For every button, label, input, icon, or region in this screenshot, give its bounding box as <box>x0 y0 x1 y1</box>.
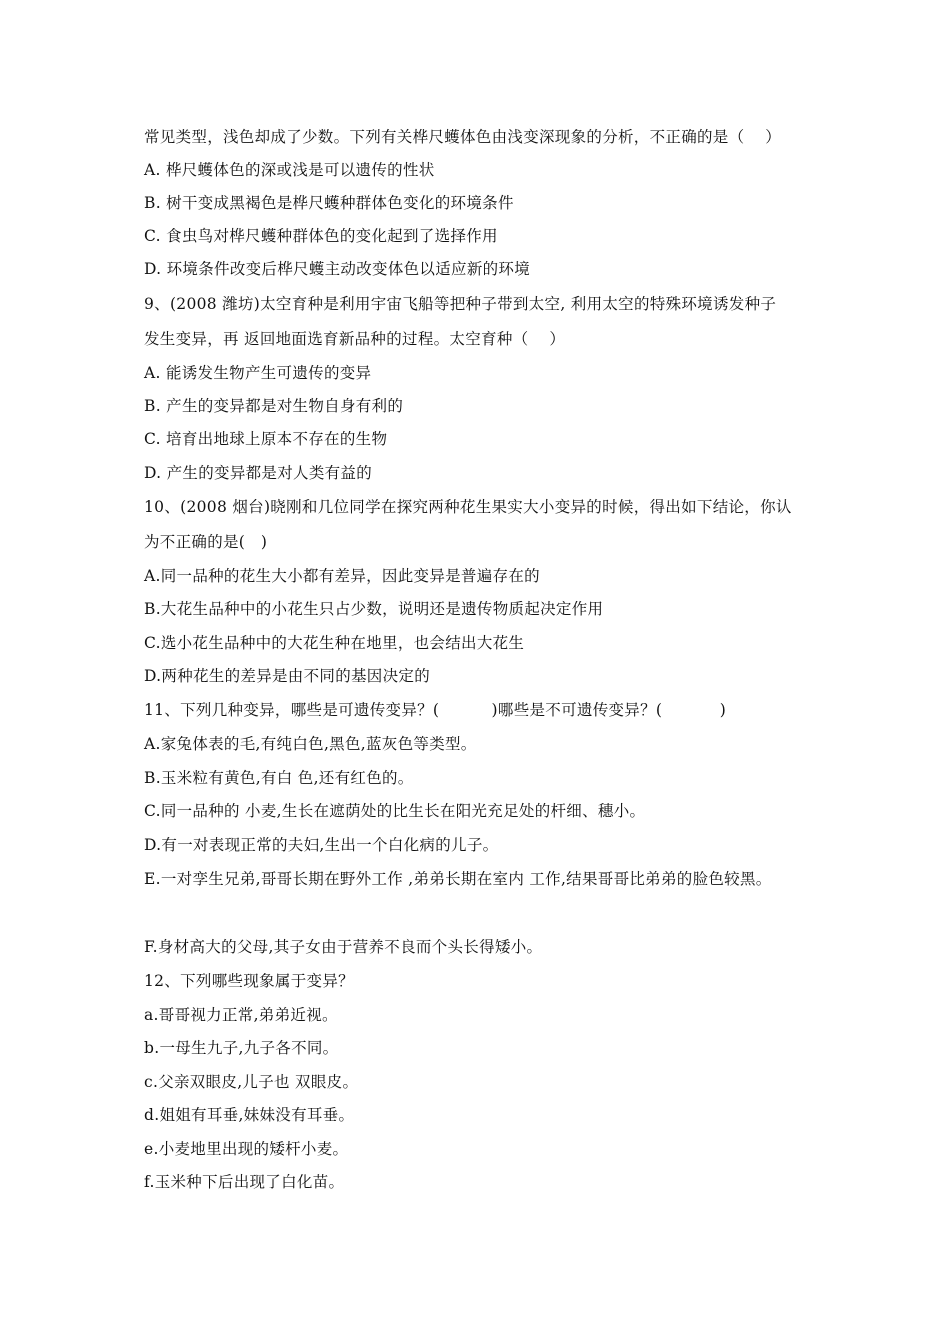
option-a: A. 桦尺蠖体色的深或浅是可以遗传的性状 <box>144 161 435 179</box>
text-line: 发生变异，再 返回地面选育新品种的过程。太空育种（ ） <box>144 330 566 348</box>
option-b: B. 产生的变异都是对生物自身有利的 <box>144 397 404 415</box>
option-a: A.家兔体表的毛,有纯白色,黑色,蓝灰色等类型。 <box>144 735 477 753</box>
option-b: B.大花生品种中的小花生只占少数，说明还是遗传物质起决定作用 <box>144 600 604 618</box>
option-e: E.一对孪生兄弟,哥哥长期在野外工作 ,弟弟长期在室内 工作,结果哥哥比弟弟的脸色较黑。 <box>144 870 772 888</box>
question-10: 10、(2008 烟台)晓刚和几位同学在探究两种花生果实大小变异的时候，得出如下结论，你认 <box>144 498 792 516</box>
item-b: b.一母生九子,九子各不同。 <box>144 1039 339 1057</box>
text-line: 常见类型，浅色却成了少数。下列有关桦尺蠖体色由浅变深现象的分析，不正确的是（ ） <box>144 128 782 146</box>
item-d: d.姐姐有耳垂,妹妹没有耳垂。 <box>144 1106 355 1124</box>
option-d: D.有一对表现正常的夫妇,生出一个白化病的儿子。 <box>144 836 499 854</box>
option-a: A.同一品种的花生大小都有差异，因此变异是普遍存在的 <box>144 567 540 585</box>
question-12: 12、下列哪些现象属于变异？ <box>144 972 354 990</box>
option-c: C.同一品种的 小麦,生长在遮荫处的比生长在阳光充足处的杆细、穗小。 <box>144 802 646 820</box>
option-d: D. 产生的变异都是对人类有益的 <box>144 464 373 482</box>
item-a: a.哥哥视力正常,弟弟近视。 <box>144 1006 338 1024</box>
item-f: f.玉米种下后出现了白化苗。 <box>144 1173 345 1191</box>
text-line: 为不正确的是( ) <box>144 533 268 551</box>
option-c: C. 食虫鸟对桦尺蠖种群体色的变化起到了选择作用 <box>144 227 498 245</box>
option-a: A. 能诱发生物产生可遗传的变异 <box>144 364 372 382</box>
question-9: 9、(2008 潍坊)太空育种是利用宇宙飞船等把种子带到太空, 利用太空的特殊环境诱发种子 <box>144 295 777 313</box>
option-f: F.身材高大的父母,其子女由于营养不良而个头长得矮小。 <box>144 938 543 956</box>
option-b: B.玉米粒有黄色,有白 色,还有红色的。 <box>144 769 414 787</box>
item-e: e.小麦地里出现的矮杆小麦。 <box>144 1140 349 1158</box>
item-c: c.父亲双眼皮,儿子也 双眼皮。 <box>144 1073 359 1091</box>
option-b: B. 树干变成黑褐色是桦尺蠖种群体色变化的环境条件 <box>144 194 514 212</box>
option-d: D. 环境条件改变后桦尺蠖主动改变体色以适应新的环境 <box>144 260 531 278</box>
option-d: D.两种花生的差异是由不同的基因决定的 <box>144 667 431 685</box>
question-11: 11、下列几种变异，哪些是可遗传变异？( )哪些是不可遗传变异？( ) <box>144 701 727 719</box>
option-c: C. 培育出地球上原本不存在的生物 <box>144 430 388 448</box>
option-c: C.选小花生品种中的大花生种在地里，也会结出大花生 <box>144 634 525 652</box>
